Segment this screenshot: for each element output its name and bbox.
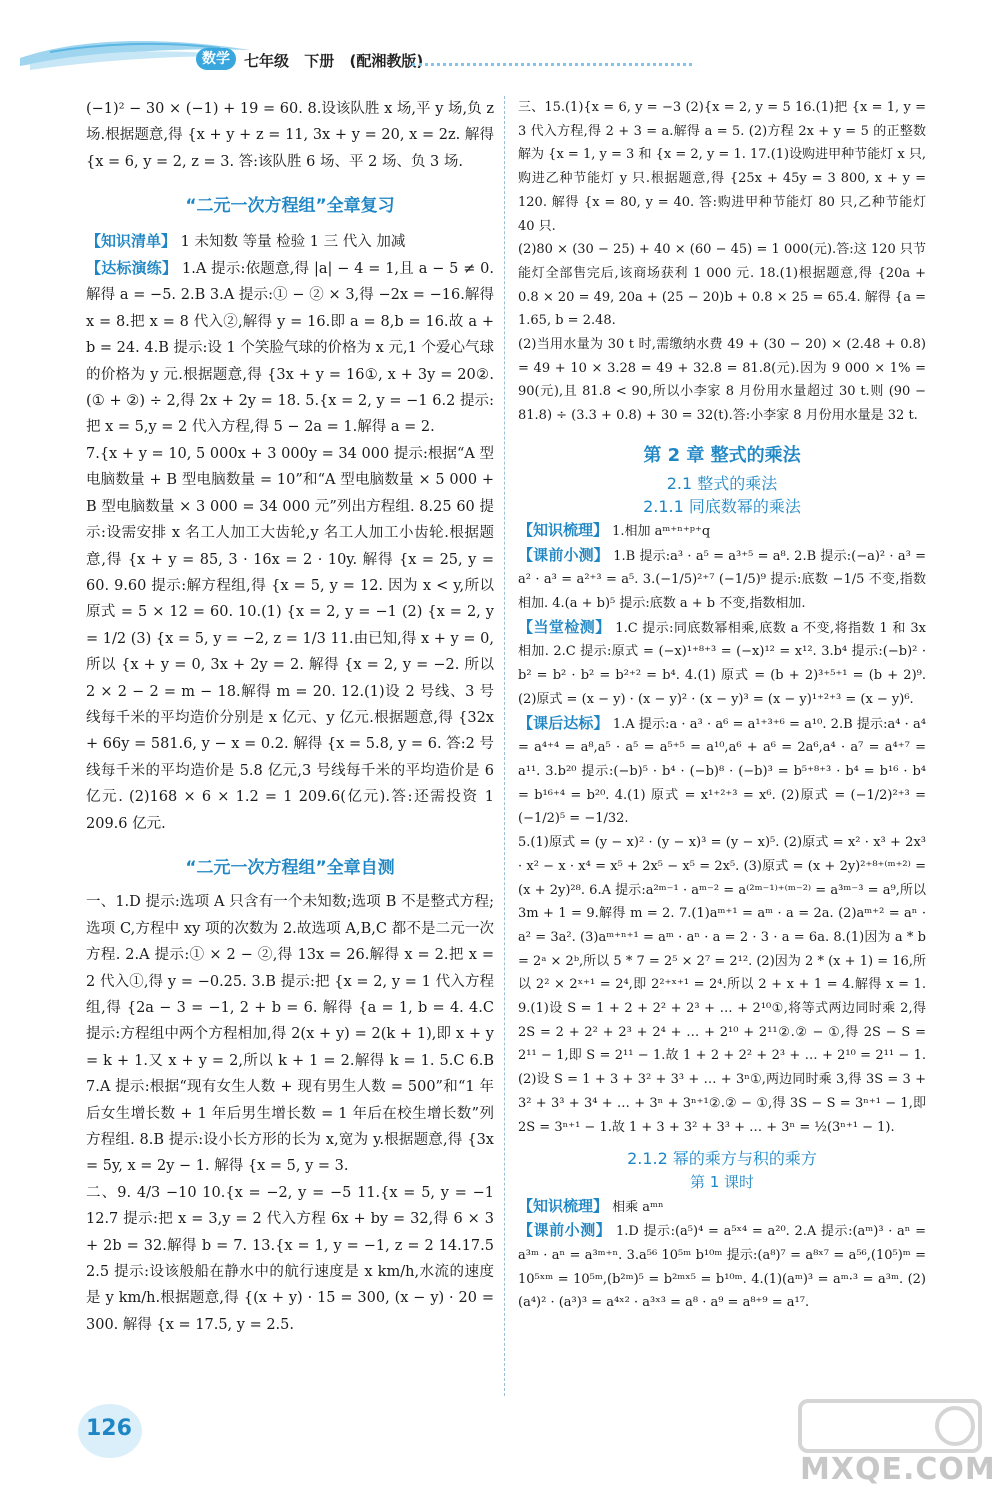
column-divider: [504, 96, 505, 1396]
page-header: [0, 0, 1000, 84]
edition-label: (配湘教版): [349, 52, 424, 70]
lesson-subtitle: 2.1.2 幂的乘方与积的乘方: [627, 1149, 817, 1169]
answer-paragraph: [518, 1195, 926, 1220]
section-title-selftest: “二元一次方程组”全章自测: [185, 857, 395, 878]
watermark-text: MXQE.COM: [800, 1452, 996, 1487]
chapter-title: 第 2 章 整式的乘法: [643, 444, 801, 466]
answer-paragraph: (2)80 × (30 − 25) + 40 × (60 − 45) = 1 000(元).答:这 120 只节能灯全部售完后,该商场获利 1 000 元. 18.(1)根据题意,得 {20a + 0.8 × 20 = 49, 20a + (25 − 20)b + 0.8 × 25 = 65.4. 解得 {a = 1.65, b = 2.48.: [518, 242, 926, 329]
answer-paragraph: (2)当用水量为 30 t 时,需缴纳水费 49 + (30 − 20) × (2.48 + 0.8) = 49 + 10 × 3.28 = 49 + 32.8 = 81.8(元).因为 9 000 × 1% = 90(元),且 81.8 < 90,所以小李家 8 月份用水量超过 30 t.则 (90 − 81.8) ÷ (3.3 + 0.8) + 30 = 32(t).答:小李家 8 月份用水量是 32 t.: [518, 337, 926, 424]
content-columns: [86, 96, 946, 1426]
answer-text: 1.A 提示:依题意,得 |a| − 4 = 1,且 a − 5 ≠ 0.解得 a = −5. 2.B 3.A 提示:① − ② × 3,得 −2x = −16.解得 x = 8.把 x = 8 代入②,解得 y = 16.即 a = 8,b = 16.故 a + b = 24. 4.B 提示:设 1 个笑脸气球的价格为 x 元,1 个爱心气球的价格为 y 元.根据题意,得 {3x + y = 16①, x + 3y = 20②. (① + ②) ÷ 2,得 2x + 2y = 18. 5.{x = 2, y = −1 6.2 提示:把 x = 5,y = 2 代入方程,得 5 − 2a = 1.解得 a = 2.: [86, 261, 494, 436]
section-subtitle: 2.1 整式的乘法: [666, 473, 778, 493]
answer-text: 1.相加 aᵐ⁺ⁿ⁺ᵖ⁺q: [608, 523, 711, 539]
tag-knowledge-review: 【知识梳理】: [518, 1196, 609, 1215]
tag-after-class: 【课后达标】: [518, 713, 609, 732]
answer-paragraph: [518, 712, 926, 832]
page-number: 126: [86, 1416, 132, 1441]
answer-text: 1.C 提示:同底数幂相乘,底数 a 不变,将指数 1 和 3x 相加. 2.C 提示:原式 = (−x)¹⁺⁸⁺³ = (−x)¹² = x¹². 3.b⁴ 提示:(−b)² · b² = b² · b² = b²⁺² = b⁴. 4.(1) 原式 = (b + 2)³⁺⁵⁺¹ = (b + 2)⁹. (2)原式 = (x − y) · (x − y)² · (x − y)³ = (x − y)¹⁺²⁺³ = (x − y)⁶.: [518, 620, 926, 707]
answer-paragraph: [518, 544, 926, 616]
answer-paragraph: 一、1.D 提示:选项 A 只含有一个未知数;选项 B 不是整式方程;选项 C,方程中 xy 项的次数为 2.故选项 A,B,C 都不是二元一次方程. 2.A 提示:① × 2 − ②,得 13x = 26.解得 x = 2.把 x = 2 代入①,得 y = −0.25. 3.B 提示:把 {x = 2, y = 1 代入方程组,得 {2a − 3 = −1, 2 + b = 6. 解得 {a = 1, b = 4. 4.C 提示:方程组中两个方程相加,得 2(x + y) = 2(k + 1),即 x + y = k + 1.又 x + y = 2,所以 k + 1 = 2.解得 k = 1. 5.C 6.B 7.A 提示:根据“现有女生人数 + 现有男生人数 = 500”和“1 年后女生增长数 + 1 年后男生增长数 = 1 年后在校生增长数”列方程组. 8.B 提示:设小长方形的长为 x,宽为 y.根据题意,得 {3x = 5y, x = 2y − 1. 解得 {x = 5, y = 3.: [86, 894, 494, 1175]
left-column: [86, 96, 494, 1338]
answer-text: 1.D 提示:(a⁵)⁴ = a⁵ˣ⁴ = a²⁰. 2.A 提示:(aᵐ)³ · aⁿ = a³ᵐ · aⁿ = a³ᵐ⁺ⁿ. 3.a⁵⁶ 10⁵ᵐ b¹⁰ᵐ 提示:(a⁸)⁷ = a⁸ˣ⁷ = a⁵⁶,(10⁵)ᵐ = 10⁵ˣᵐ = 10⁵ᵐ,(b²ᵐ)⁵ = b²ᵐˣ⁵ = b¹⁰ᵐ. 4.(1)(aᵐ)³ = aᵐ·³ = a³ᵐ. (2)(a⁴)² · (a³)³ = a⁴ˣ² · a³ˣ³ = a⁸ · a⁹ = a⁸⁺⁹ = a¹⁷.: [518, 1224, 926, 1311]
tag-in-class-check: 【当堂检测】: [518, 617, 611, 636]
answer-paragraph: [86, 255, 494, 441]
answer-text: 相乘 aᵐⁿ: [608, 1199, 664, 1215]
answer-paragraph: [86, 228, 494, 255]
answer-paragraph: 三、15.(1){x = 6, y = −3 (2){x = 2, y = 5 16.(1)把 {x = 1, y = 3 代入方程,得 2 + 3 = a.解得 a = 5. (2)方程 2x + y = 5 的正整数解为 {x = 1, y = 3 和 {x = 2, y = 1. 17.(1)设购进甲种节能灯 x 只,购进乙种节能灯 y 只.根据题意,得 {25x + 45y = 3 800, x + y = 120. 解得 {x = 80, y = 40. 答:购进甲种节能灯 80 只,乙种节能灯 40 只.: [518, 100, 926, 234]
answer-text: 1 未知数 等量 检验 1 三 代入 加减: [176, 233, 406, 250]
answer-text: 1.B 提示:a³ · a⁵ = a³⁺⁵ = a⁸. 2.B 提示:(−a)² · a³ = a² · a³ = a²⁺³ = a⁵. 3.(−1/5)²⁺⁷ (−1/5)⁹ 提示:底数 −1/5 不变,指数相加. 4.(a + b)⁵ 提示:底数 a + b 不变,指数相加.: [518, 548, 926, 612]
answer-paragraph: [518, 519, 926, 544]
section-title-review: “二元一次方程组”全章复习: [185, 196, 395, 217]
tag-pre-class-test: 【课前小测】: [518, 1221, 612, 1240]
answer-paragraph: [518, 1219, 926, 1315]
tag-practice: 【达标演练】: [86, 259, 178, 278]
tag-knowledge-review: 【知识梳理】: [518, 520, 609, 539]
answer-paragraph: [518, 616, 926, 712]
answer-paragraph: 二、9. 4/3 −10 10.{x = −2, y = −5 11.{x = 5, y = −1 12.7 提示:把 x = 3,y = 2 代入方程 6x + by = 32,得 6 × 3 + 2b = 32.解得 b = 7. 13.{x = 1, y = −1, z = 2 14.17.5 2.5 提示:设该般船在静水中的航行速度是 x km/h,水流的速度是 y km/h.根据题意,得 {(x + y) · 15 = 300, (x − y) · 20 = 300. 解得 {x = 17.5, y = 2.5.: [86, 1184, 494, 1333]
answer-paragraph: (−1)² − 30 × (−1) + 19 = 60. 8.设该队胜 x 场,平 y 场,负 z 场.根据题意,得 {x + y + z = 11, 3x + y = 20, x = 2z. 解得 {x = 6, y = 2, z = 3. 答:该队胜 6 场、平 2 场、负 3 场.: [86, 101, 494, 170]
subject-badge: 数学: [196, 48, 236, 70]
lesson-subtitle: 2.1.1 同底数幂的乘法: [643, 497, 801, 517]
tag-knowledge-list: 【知识清单】: [86, 231, 177, 250]
answer-text: 1.A 提示:a · a³ · a⁶ = a¹⁺³⁺⁶ = a¹⁰. 2.B 提示:a⁴ · a⁴ = a⁴⁺⁴ = a⁸,a⁵ · a⁵ = a⁵⁺⁵ = a¹⁰,a⁶ + a⁶ = 2a⁶,a⁴ · a⁷ = a⁴⁺⁷ = a¹¹. 3.b²⁰ 提示:(−b)⁵ · b⁴ · (−b)⁸ · (−b)³ = b⁵⁺⁸⁺³ · b⁴ = b¹⁶ · b⁴ = b¹⁶⁺⁴ = b²⁰. 4.(1) 原式 = x¹⁺²⁺³ = x⁶. (2)原式 = (−1/2)²⁺³ = (−1/2)⁵ = −1/32.: [518, 716, 926, 827]
volume-label: 下册: [304, 52, 335, 70]
book-info: [244, 50, 433, 71]
period-subtitle: 第 1 课时: [689, 1172, 755, 1191]
right-column: [518, 96, 926, 1315]
answer-paragraph: 7.{x + y = 10, 5 000x + 3 000y = 34 000 提示:根据“A 型电脑数量 + B 型电脑数量 = 10”和“A 型电脑数量 × 5 000 + B 型电脑数量 × 3 000 = 34 000 元”列出方程组. 8.25 60 提示:设需安排 x 名工人加工大齿轮,y 名工人加工小齿轮.根据题意,得 {x + y = 85, 3 · 16x = 2 · 10y. 解得 {x = 25, y = 60. 9.60 提示:解方程组,得 {x = 5, y = 12. 因为 x < y,所以原式 = 5 × 12 = 60. 10.(1) {x = 2, y = −1 (2) {x = 2, y = 1/2 (3) {x = 5, y = −2, z = 1/3 11.由已知,得 x + y = 0,所以 {x + y = 0, 3x + 2y = 2. 解得 {x = 2, y = −2. 所以 2 × 2 − 2 = m − 18.解得 m = 20. 12.(1)设 2 号线、3 号线每千米的平均造价分别是 x 亿元、y 亿元.根据题意,得 {32x + 66y = 581.6, y − x = 0.2. 解得 {x = 5.8, y = 6. 答:2 号线每千米的平均造价是 5.8 亿元,3 号线每千米的平均造价是 6 亿元. (2)168 × 6 × 1.2 = 1 209.6(亿元).答:还需投资 1 209.6 亿元.: [86, 445, 494, 832]
header-dotted-line: [412, 63, 692, 66]
answer-paragraph: 5.(1)原式 = (y − x)² · (y − x)³ = (y − x)⁵. (2)原式 = x² · x³ + 2x³ · x² − x · x⁴ = x⁵ + 2x⁵ − x⁵ = 2x⁵. (3)原式 = (x + 2y)²⁺⁸⁺⁽ᵐ⁺²⁾ = (x + 2y)²⁸. 6.A 提示:a²ᵐ⁻¹ · aᵐ⁻² = a⁽²ᵐ⁻¹⁾⁺⁽ᵐ⁻²⁾ = a³ᵐ⁻³ = a⁹,所以 3m + 1 = 9.解得 m = 2. 7.(1)aᵐ⁺¹ = aᵐ · a = 2a. (2)aᵐ⁺² = aⁿ · a² = 3a². (3)aᵐ⁺ⁿ⁺¹ = aᵐ · aⁿ · a = 2 · 3 · a = 6a. 8.(1)因为 a * b = 2ᵃ × 2ᵇ,所以 5 * 7 = 2⁵ × 2⁷ = 2¹². (2)因为 2 * (x + 1) = 16,所以 2² × 2ˣ⁺¹ = 2⁴,即 2²⁺ˣ⁺¹ = 2⁴.所以 2 + x + 1 = 4.解得 x = 1. 9.(1)设 S = 1 + 2 + 2² + 2³ + … + 2¹⁰①,将等式两边同时乘 2,得 2S = 2 + 2² + 2³ + 2⁴ + … + 2¹⁰ + 2¹¹②.② − ①,得 2S − S = 2¹¹ − 1,即 S = 2¹¹ − 1.故 1 + 2 + 2² + 2³ + … + 2¹⁰ = 2¹¹ − 1. (2)设 S = 1 + 3 + 3² + 3³ + … + 3ⁿ①,两边同时乘 3,得 3S = 3 + 3² + 3³ + 3⁴ + … + 3ⁿ + 3ⁿ⁺¹②.② − ①,得 3S − S = 3ⁿ⁺¹ − 1,即 2S = 3ⁿ⁺¹ − 1.故 1 + 3 + 3² + 3³ + … + 3ⁿ = ½(3ⁿ⁺¹ − 1).: [518, 835, 926, 1135]
tag-pre-class-test: 【课前小测】: [518, 545, 609, 564]
grade-label: 七年级: [244, 52, 290, 70]
